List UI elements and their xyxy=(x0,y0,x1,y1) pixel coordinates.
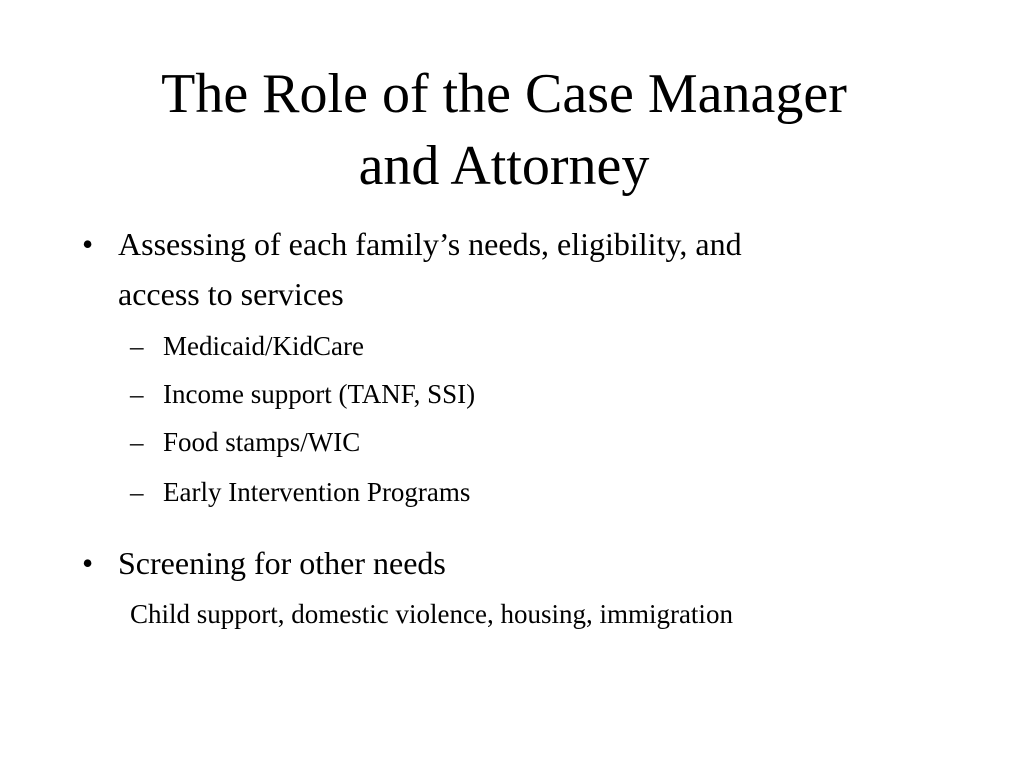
slide-title-line-2: and Attorney xyxy=(358,135,650,197)
sub-item-text: Early Intervention Programs xyxy=(163,477,471,507)
sub-item-medicaid xyxy=(0,322,1024,370)
bullet-text-line-2: access to services xyxy=(118,276,344,312)
sub-item-text: Medicaid/KidCare xyxy=(163,331,364,361)
bullet-marker: • xyxy=(82,226,94,262)
sub-item-marker: – xyxy=(130,379,144,409)
sub-item-marker: – xyxy=(130,427,144,457)
bullet-text-line-1: Screening for other needs xyxy=(118,545,446,581)
bullet-text xyxy=(118,538,918,588)
slide-title-line-1: The Role of the Case Manager xyxy=(161,63,847,125)
screening-note: Child support, domestic violence, housing, immigration xyxy=(130,599,733,629)
sub-item-text: Income support (TANF, SSI) xyxy=(163,379,476,409)
sub-item-text: Food stamps/WIC xyxy=(163,427,361,457)
bullet-text xyxy=(118,219,918,319)
sub-item-early-intervention xyxy=(0,468,1024,516)
sub-item-food-stamps xyxy=(0,418,1024,466)
bullet-marker: • xyxy=(82,545,94,581)
sub-item-income-support xyxy=(0,370,1024,418)
sub-item-marker: – xyxy=(130,331,144,361)
sub-item-marker: – xyxy=(130,477,144,507)
bullet-text-line-1: Assessing of each family’s needs, eligibility, and xyxy=(118,226,742,262)
